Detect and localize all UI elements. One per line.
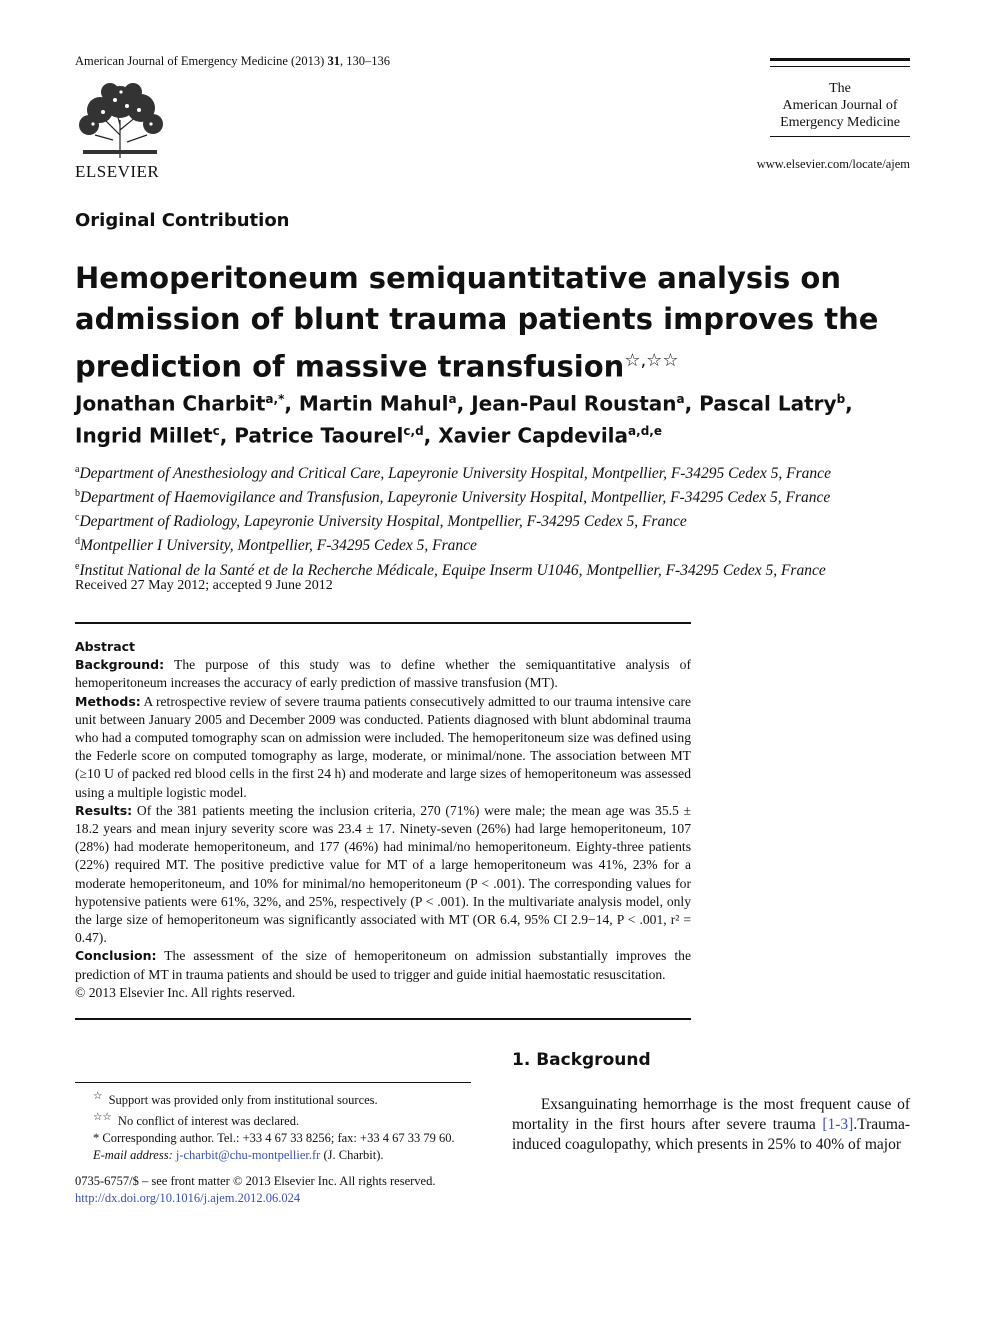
author: Pascal Latry <box>699 391 837 416</box>
email-link[interactable]: j-charbit@chu-montpellier.fr <box>175 1148 321 1163</box>
elsevier-tree-logo-icon <box>75 80 165 158</box>
abstract-copyright: © 2013 Elsevier Inc. All rights reserved. <box>75 984 296 1000</box>
section-heading-background: 1. Background <box>512 1050 651 1070</box>
footnote-email: E-mail address: j-charbit@chu-montpellier.fr (J. Charbit). <box>93 1148 384 1163</box>
section-label: Original Contribution <box>75 210 290 231</box>
author: Ingrid Millet <box>75 423 213 448</box>
journal-rule-top <box>770 58 910 61</box>
footnote-rule <box>75 1082 471 1083</box>
journal-logo-text: The American Journal of Emergency Medicine <box>780 81 900 130</box>
journal-rule-top-thin <box>770 66 910 67</box>
abstract-rule-top <box>75 622 691 624</box>
affiliation: $^c$Department of Radiology, Lapeyronie University Hospital, Montpellier, F-34295 Cedex 5, France <box>75 512 687 531</box>
affiliation: $^d$Montpellier I University, Montpellier, F-34295 Cedex 5, France <box>75 536 477 555</box>
footnote-corresponding: * Corresponding author. Tel.: +33 4 67 33 8256; fax: +33 4 67 33 79 60. <box>93 1131 455 1146</box>
author-list: Jonathan Charbit$^{a,*}$, Martin Mahul$^a$, Jean-Paul Roustan$^a$, Pascal Latry$^b$, Ingrid Millet$^c$, Patrice Taourel$^{c,d}$, Xavier Capdevila$^{a,d,e}$ <box>75 391 853 448</box>
author: Xavier Capdevila <box>438 423 629 448</box>
journal-citation: American Journal of Emergency Medicine (2013) 31, 130–136 <box>75 54 390 68</box>
abstract-background: Background: The purpose of this study was to define whether the semiquantitative analysis of hemoperitoneum increases the accuracy of early prediction of massive transfusion (MT). <box>75 657 691 691</box>
affiliation: $^a$Department of Anesthesiology and Critical Care, Lapeyronie University Hospital, Montpellier, F-34295 Cedex 5, France <box>75 464 831 483</box>
abstract-rule-bottom <box>75 1018 691 1020</box>
footnotes <box>75 1088 475 1164</box>
abstract-heading: Abstract <box>75 639 136 654</box>
author: Patrice Taourel <box>234 423 404 448</box>
article-title: Hemoperitoneum semiquantitative analysis on admission of blunt trauma patients improves the prediction of massive transfusion☆,☆☆ <box>75 261 879 384</box>
reference-link[interactable]: [1-3] <box>822 1116 854 1133</box>
abstract-methods: Methods: A retrospective review of severe trauma patients consecutively admitted to our trauma intensive care unit between January 2005 and December 2009 was conducted. Patients diagnosed with blunt abdominal trauma who had a computed tomography scan on admission were included. The hemoperitoneum size was defined using the Federle score on computed tomography as large, moderate, or minimal/none. The association between MT (≥10 U of packed red blood cells in the first 24 h) and moderate and large sizes of hemoperitoneum was assessed using a multiple logistic model. <box>75 693 691 800</box>
abstract-results: Results: Of the 381 patients meeting the inclusion criteria, 270 (71%) were male; the mean age was 35.5 ± 18.2 years and mean injury severity score was 23.4 ± 17. Ninety-seven (26%) had large hemoperitoneum, 107 (28%) had moderate hemoperitoneum, and 177 (46%) had minimal/no hemoperitoneum. Eighty-three patients (22%) required MT. The positive predictive value for MT of a large hemoperitoneum was 41%, 23% for a moderate hemoperitoneum, and 10% for minimal/no hemoperitoneum (P < .001). The corresponding values for hypotensive patients were 61%, 32%, and 25%, respectively (P < .001). In the multivariate analysis model, only the large size of hemoperitoneum was significantly associated with MT (OR 6.4, 95% CI 2.9−14, P < .001, r² = 0.47). <box>75 802 691 946</box>
footnote-funding: ☆ Support was provided only from institutional sources. <box>93 1091 378 1108</box>
author: Jonathan Charbit <box>75 391 266 416</box>
received-dates: Received 27 May 2012; accepted 9 June 2012 <box>75 578 333 593</box>
author: Jean-Paul Roustan <box>471 391 677 416</box>
abstract-conclusion: Conclusion: The assessment of the size of hemoperitoneum on admission substantially improves the prediction of MT in trauma patients and should be used to trigger and guide initial haemostatic resuscitation. <box>75 948 691 982</box>
author: Martin Mahul <box>298 391 449 416</box>
footnote-conflict: ☆☆ No conflict of interest was declared. <box>93 1112 300 1129</box>
title-footnote-marks: ☆,☆☆ <box>624 350 679 371</box>
affiliation: $^b$Department of Haemovigilance and Transfusion, Lapeyronie University Hospital, Montpellier, F-34295 Cedex 5, France <box>75 488 831 507</box>
affiliation: $^e$Institut National de la Santé et de la Recherche Médicale, Equipe Inserm U1046, Montpellier, F-34295 Cedex 5, France <box>75 560 826 579</box>
abstract <box>75 638 691 1002</box>
doi-link[interactable]: http://dx.doi.org/10.1016/j.ajem.2012.06.024 <box>75 1191 301 1205</box>
journal-rule-bottom <box>770 136 910 137</box>
journal-url[interactable]: www.elsevier.com/locate/ajem <box>756 157 910 171</box>
affiliations <box>75 460 915 581</box>
publisher-name: ELSEVIER <box>75 162 160 181</box>
body-paragraph: Exsanguinating hemorrhage is the most frequent cause of mortality in the first hours after severe trauma [1-3].Trauma-induced coagulopathy, which presents in 25% to 40% of major <box>512 1096 911 1153</box>
issn-doi: 0735-6757/$ – see front matter © 2013 Elsevier Inc. All rights reserved. http://dx.doi.org/10.1016/j.ajem.2012.06.024 <box>75 1174 436 1205</box>
